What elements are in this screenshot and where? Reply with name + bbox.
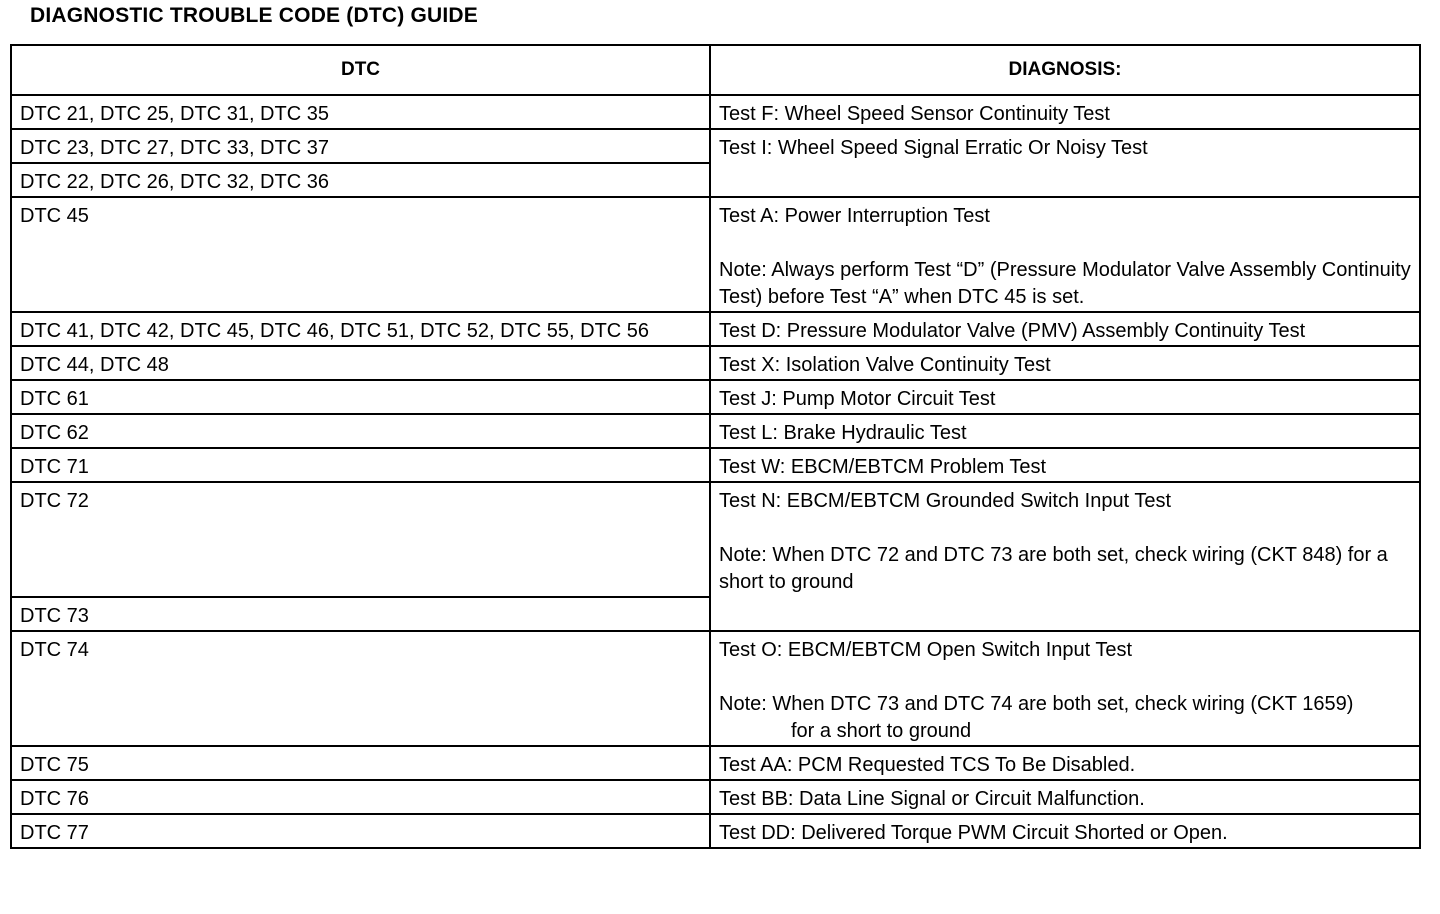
column-header-diagnosis: DIAGNOSIS: xyxy=(710,45,1420,95)
dtc-codes: DTC 73 xyxy=(20,605,89,627)
dtc-codes: DTC 77 xyxy=(20,822,89,844)
diagnosis-text: Test W: EBCM/EBTCM Problem Test xyxy=(719,456,1047,478)
dtc-codes: DTC 41, DTC 42, DTC 45, DTC 46, DTC 51, DTC 52, DTC 55, DTC 56 xyxy=(20,320,650,342)
diagnosis-cell xyxy=(710,631,1420,746)
diagnosis-text: Test I: Wheel Speed Signal Erratic Or Noisy Test xyxy=(719,137,1148,159)
diagnosis-cell xyxy=(710,746,1420,780)
diagnosis-note-line: Note: When DTC 73 and DTC 74 are both set, check wiring (CKT 1659) xyxy=(719,693,1354,715)
dtc-cell xyxy=(11,312,710,346)
dtc-cell xyxy=(11,631,710,746)
table-row xyxy=(11,346,1420,380)
diagnosis-cell xyxy=(710,346,1420,380)
table-row xyxy=(11,780,1420,814)
diagnosis-text: Test L: Brake Hydraulic Test xyxy=(719,422,967,444)
diagnosis-cell xyxy=(710,780,1420,814)
diagnosis-cell xyxy=(710,95,1420,129)
table-row xyxy=(11,746,1420,780)
dtc-codes: DTC 72 xyxy=(20,490,89,512)
diagnosis-cell xyxy=(710,380,1420,414)
dtc-codes: DTC 71 xyxy=(20,456,89,478)
diagnosis-note-line: for a short to ground xyxy=(791,720,972,742)
dtc-guide-table xyxy=(10,44,1421,849)
dtc-cell xyxy=(11,346,710,380)
dtc-codes: DTC 75 xyxy=(20,754,89,776)
table-row xyxy=(11,312,1420,346)
table-row xyxy=(11,129,1420,163)
dtc-cell xyxy=(11,482,710,597)
dtc-cell xyxy=(11,95,710,129)
dtc-codes: DTC 23, DTC 27, DTC 33, DTC 37 xyxy=(20,137,329,159)
diagnosis-cell xyxy=(710,129,1420,197)
dtc-cell xyxy=(11,746,710,780)
diagnosis-text: Test X: Isolation Valve Continuity Test xyxy=(719,354,1051,376)
dtc-codes: DTC 61 xyxy=(20,388,89,410)
dtc-cell xyxy=(11,129,710,163)
table-row xyxy=(11,380,1420,414)
dtc-cell xyxy=(11,414,710,448)
diagnosis-text: Test D: Pressure Modulator Valve (PMV) Assembly Continuity Test xyxy=(719,320,1306,342)
dtc-codes: DTC 22, DTC 26, DTC 32, DTC 36 xyxy=(20,171,329,193)
table-row xyxy=(11,95,1420,129)
dtc-codes: DTC 62 xyxy=(20,422,89,444)
dtc-codes: DTC 76 xyxy=(20,788,89,810)
diagnosis-note: Note: When DTC 72 and DTC 73 are both set, check wiring (CKT 848) for a short to ground xyxy=(719,544,1388,593)
table-row xyxy=(11,814,1420,848)
table-row xyxy=(11,482,1420,597)
dtc-codes: DTC 74 xyxy=(20,639,89,661)
diagnosis-text: Test AA: PCM Requested TCS To Be Disabled. xyxy=(719,754,1136,776)
diagnosis-text: Test A: Power Interruption Test xyxy=(719,205,990,227)
table-row xyxy=(11,197,1420,312)
table-row xyxy=(11,448,1420,482)
dtc-cell xyxy=(11,814,710,848)
diagnosis-cell xyxy=(710,482,1420,631)
dtc-codes: DTC 45 xyxy=(20,205,89,227)
dtc-codes: DTC 44, DTC 48 xyxy=(20,354,169,376)
diagnosis-text: Test F: Wheel Speed Sensor Continuity Test xyxy=(719,103,1110,125)
dtc-cell xyxy=(11,597,710,631)
diagnosis-text: Test BB: Data Line Signal or Circuit Malfunction. xyxy=(719,788,1145,810)
page-title: DIAGNOSTIC TROUBLE CODE (DTC) GUIDE xyxy=(30,4,478,27)
diagnosis-note: Note: Always perform Test “D” (Pressure Modulator Valve Assembly Continuity Test) before Test “A” when DTC 45 is set. xyxy=(719,259,1411,308)
dtc-cell xyxy=(11,448,710,482)
table-header-row xyxy=(11,45,1420,95)
dtc-cell xyxy=(11,780,710,814)
diagnosis-text: Test N: EBCM/EBTCM Grounded Switch Input Test xyxy=(719,490,1172,512)
diagnosis-cell xyxy=(710,814,1420,848)
diagnosis-text: Test O: EBCM/EBTCM Open Switch Input Test xyxy=(719,639,1133,661)
diagnosis-cell xyxy=(710,448,1420,482)
diagnosis-cell xyxy=(710,414,1420,448)
table-row xyxy=(11,631,1420,746)
table-row xyxy=(11,414,1420,448)
dtc-cell xyxy=(11,197,710,312)
diagnosis-note xyxy=(719,691,1411,745)
diagnosis-cell xyxy=(710,197,1420,312)
diagnosis-text: Test J: Pump Motor Circuit Test xyxy=(719,388,996,410)
dtc-cell xyxy=(11,163,710,197)
dtc-cell xyxy=(11,380,710,414)
diagnosis-text: Test DD: Delivered Torque PWM Circuit Shorted or Open. xyxy=(719,822,1228,844)
dtc-codes: DTC 21, DTC 25, DTC 31, DTC 35 xyxy=(20,103,329,125)
diagnosis-cell xyxy=(710,312,1420,346)
column-header-dtc: DTC xyxy=(11,45,710,95)
